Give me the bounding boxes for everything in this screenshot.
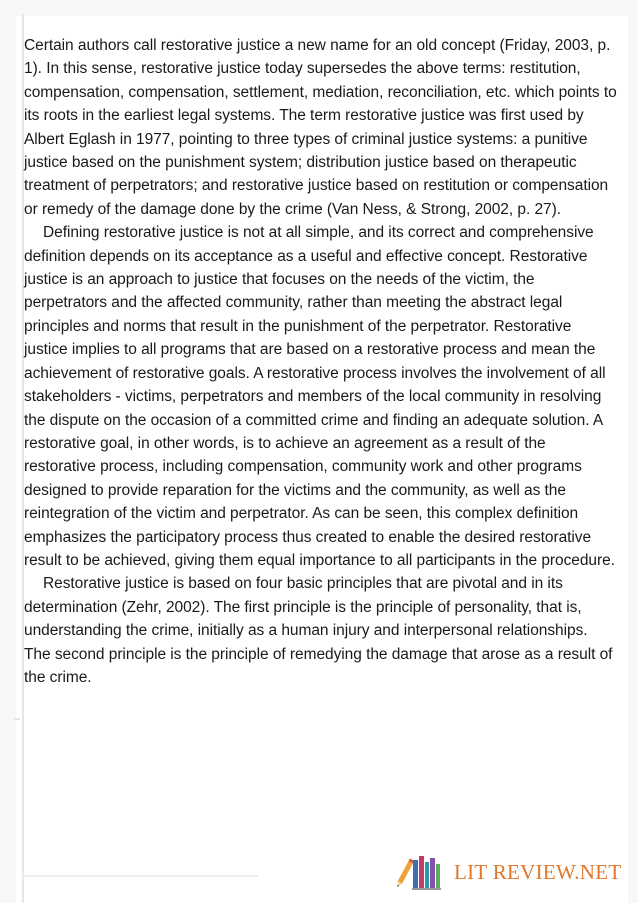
paragraph-2: Defining restorative justice is not at all simple, and its correct and comprehensive definition depends on its acceptance as a useful and effective concept. Restorative justice is an approach to justice that focuses on the needs of the victim, the perpetrators and the affected community, rather than meeting the abstract legal principles and norms that result in the punishment of the perpetrator. Restorative justice implies to all programs that are based on a restorative process and mean the achievement of restorative goals. A restorative process involves the involvement of all stakeholders - victims, perpetrators and members of the local community in resolving the dispute on the occasion of a committed crime and finding an adequate solution. A restorative goal, in other words, is to achieve an agreement as a result of the restorative process, including compensation, community work and other programs designed to provide reparation for the victims and the community, as well as the reintegration of the victim and perpetrator. As can be seen, this complex definition emphasizes the participatory process thus created to enable the desired restorative result to be achieved, giving them equal importance to all participants in the procedure.: [24, 224, 615, 569]
brand-name: LIT REVIEW.NET: [454, 859, 622, 884]
paragraph-3: Restorative justice is based on four basic principles that are pivotal and in its determination (Zehr, 2002). The first principle is the principle of personality, that is, understanding the crime, initially as a human injury and interpersonal relationships. The second principle is the principle of remedying the damage that arose as a result of the crime.: [24, 575, 613, 686]
footer-rule: [22, 875, 258, 877]
brand-logo: [396, 852, 622, 892]
page-frame-left: [0, 0, 16, 903]
left-margin-tick: [14, 718, 20, 720]
books-pencil-icon: [396, 852, 444, 892]
page-frame-right: [628, 0, 638, 903]
page-frame-top: [0, 0, 638, 16]
paragraph-1: Certain authors call restorative justice a new name for an old concept (Friday, 2003, p. 1). In this sense, restorative justice today supersedes the above terms: restitution, compensation, compensation, settlement, mediation, reconciliation, etc. which points to its roots in the earliest legal systems. The term restorative justice was first used by Albert Eglash in 1977, pointing to three types of criminal justice systems: a punitive justice based on the punishment system; distribution justice based on therapeutic treatment of perpetrators; and restorative justice based on restitution or compensation or remedy of the damage done by the crime (Van Ness, & Strong, 2002, p. 27).: [24, 37, 617, 218]
document-body: [24, 34, 618, 689]
